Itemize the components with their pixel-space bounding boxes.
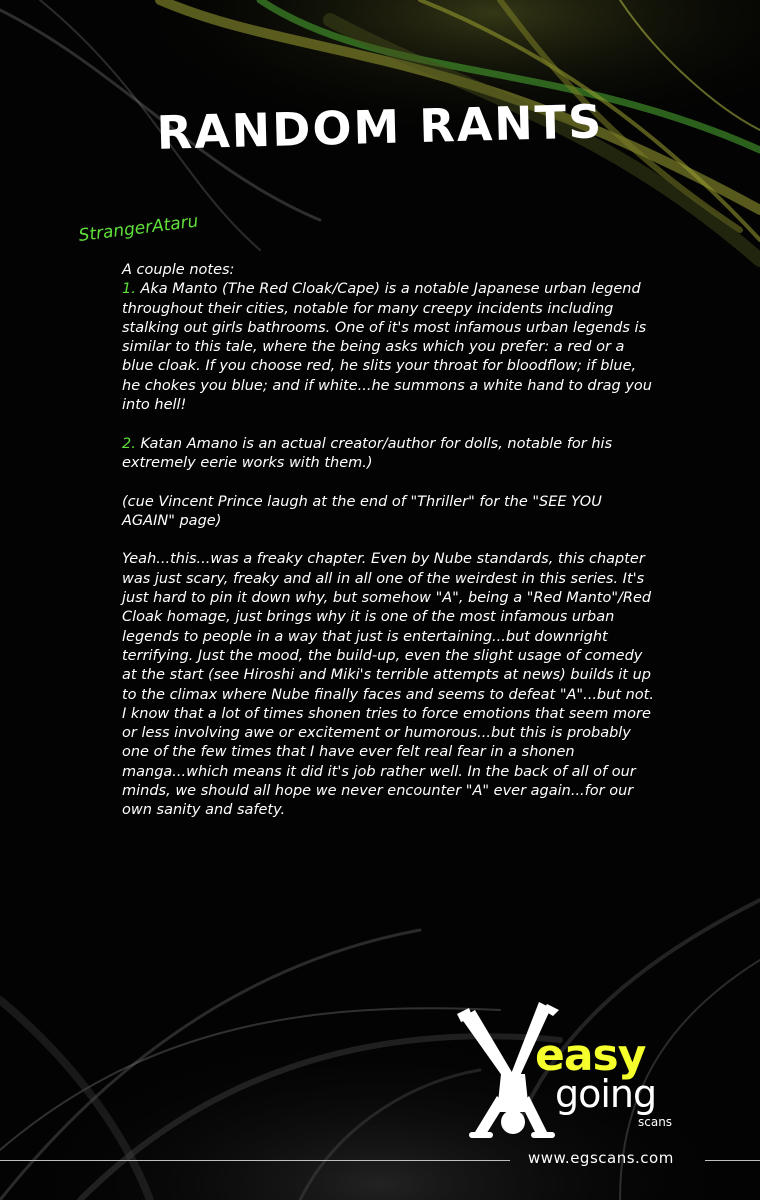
note-number-2: 2.: [122, 435, 136, 452]
easy-going-scans-logo: [455, 1000, 695, 1150]
page-title: RANDOM RANTS: [156, 94, 604, 160]
logo-word-easy: easy: [535, 1030, 646, 1081]
rant-text-block: [122, 261, 654, 840]
rant-notes-paragraph: [122, 261, 654, 415]
rant-body-paragraph: Yeah...this...was a freaky chapter. Even by Nube standards, this chapter was just scary, freaky and all in all one of the weirdest in this series. It's just hard to pin it down why, but somehow "A", being a "Red Manto"/Red Cloak homage, just brings why it is one of the most infamous urban legends to people in a way that just is entertaining...but downright terrifying. Just the mood, the build-up, even the slight usage of comedy at the start (see Hiroshi and Miki's terrible attempts at news) builds it up to the climax where Nube finally faces and seems to defeat "A"...but not. I know that a lot of times shonen tries to force emotions that seem more or less involving awe or excitement or humorous...but this is probably one of the few times that I have ever felt real fear in a shonen manga...which means it did it's job rather well. In the back of all of our minds, we should all hope we never encounter "A" ever again...for our own sanity and safety.: [122, 551, 654, 819]
note-text-2: Katan Amano is an actual creator/author for dolls, notable for his extremely eerie works with them.): [122, 435, 613, 471]
footer-divider-left: [0, 1160, 510, 1161]
logo-word-scans: scans: [638, 1115, 673, 1129]
author-name: StrangerAtaru: [77, 211, 200, 246]
logo-word-going: going: [555, 1072, 657, 1116]
rant-note-2-paragraph: [122, 435, 654, 474]
rant-note-3-paragraph: (cue Vincent Prince laugh at the end of "Thriller" for the "SEE YOU AGAIN" page): [122, 493, 602, 529]
note-number-1: 1.: [122, 281, 136, 298]
notes-intro: A couple notes:: [122, 262, 235, 278]
site-url-link[interactable]: www.egscans.com: [528, 1149, 674, 1167]
note-text-1: Aka Manto (The Red Cloak/Cape) is a notable Japanese urban legend throughout their cities, notable for many creepy incidents including stalking out girls bathrooms. One of it's most infamous urban legends is similar to this tale, where the being asks which you prefer: a red or a blue cloak. If you choose red, he slits your throat for bloodflow; if blue, he chokes you blue; and if white...he summons a white hand to drag you into hell!: [122, 281, 652, 414]
footer-divider-right: [705, 1160, 760, 1161]
